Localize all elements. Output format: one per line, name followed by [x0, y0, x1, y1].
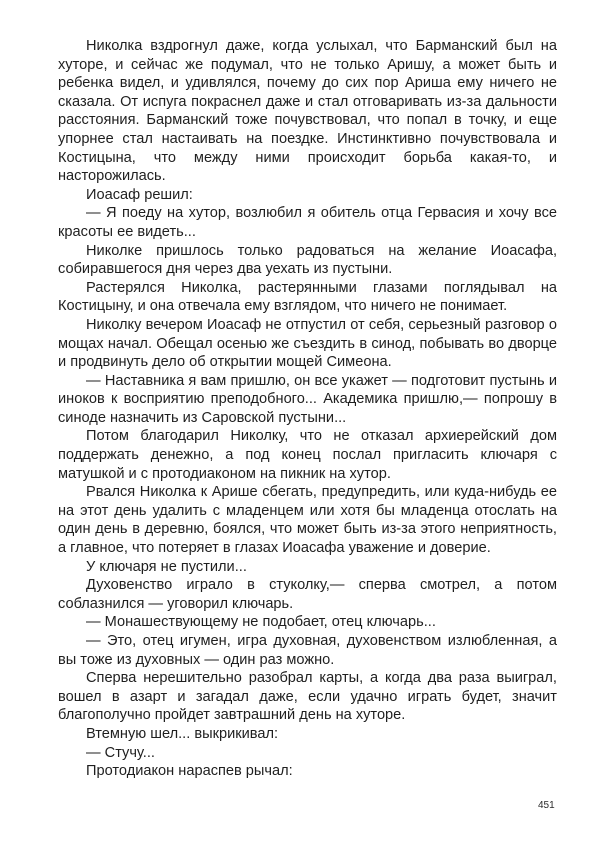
paragraph: Сперва нерешительно разобрал карты, а когда два раза выиграл, вошел в азарт и загадал даже, если удачно играть будет, значит благополучно пройдет завтрашний день на хуторе.: [58, 670, 557, 724]
paragraph: У ключаря не пустили...: [86, 558, 247, 575]
paragraph: Николке пришлось только радоваться на желание Иоасафа, собиравшегося дня через два уехать из пустыни.: [58, 242, 557, 278]
paragraph: — Наставника я вам пришлю, он все укажет — подготовит пустынь и иноков к восприятию преподобного... Академика пришлю,— попрошу в синоде назначить из Саровской пустыни...: [58, 372, 557, 426]
paragraph: Потом благодарил Николку, что не отказал архиерейский дом поддержать денежно, а под конец послал пригласить ключаря с матушкой и с протодиаконом на пикник на хутор.: [58, 428, 557, 482]
page-body: [58, 37, 557, 781]
paragraph: Николку вечером Иоасаф не отпустил от себя, серьезный разговор о мощах начал. Обещал осенью же съездить в синод, побывать во дворце и продвинуть дело об открытии мощей Симеона.: [58, 316, 557, 371]
paragraph: Иоасаф решил:: [86, 186, 193, 203]
paragraph: Духовенство играло в стуколку,— сперва смотрел, а потом соблазнился — уговорил ключарь.: [58, 577, 557, 612]
paragraph: — Я поеду на хутор, возлюбил я обитель отца Гервасия и хочу все красоты ее видеть...: [58, 205, 557, 240]
paragraph: Николка вздрогнул даже, когда услыхал, что Барманский был на хуторе, и сейчас же подумал, что не только Аришу, а может быть и ребенка видел, и удивлялся, почему до сих пор Ариша ему ничего не сказала. От испуга покраснел даже и стал отговаривать из-за дальности расстояния. Барманский тоже почувствовал, что попал в точку, и еще упорнее стал настаивать на поездке. Инстинктивно почувствовала и Костицына, что между ними происходит борьба какая-то, и насторожилась.: [58, 38, 557, 185]
page-number: 451: [538, 800, 555, 811]
paragraph: Растерялся Николка, растерянными глазами поглядывал на Костицыну, и она отвечала ему взглядом, что ничего не понимает.: [58, 279, 557, 315]
paragraph: — Стучу...: [86, 744, 155, 761]
paragraph: Протодиакон нараспев рычал:: [86, 763, 293, 780]
paragraph: Втемную шел... выкрикивал:: [86, 725, 279, 742]
paragraph: — Монашествующему не подобает, отец ключарь...: [86, 614, 436, 631]
paragraph: — Это, отец игумен, игра духовная, духовенством излюбленная, а вы тоже из духовных — один раз можно.: [58, 633, 557, 668]
paragraph: Рвался Николка к Арише сбегать, предупредить, или куда-нибудь ее на этот день удалить с младенцем или хотя бы младенца отослать на один день в деревню, боялся, что может быть из-за этого неприятность, а главное, что потеряет в глазах Иоасафа уважение и доверие.: [58, 484, 557, 557]
